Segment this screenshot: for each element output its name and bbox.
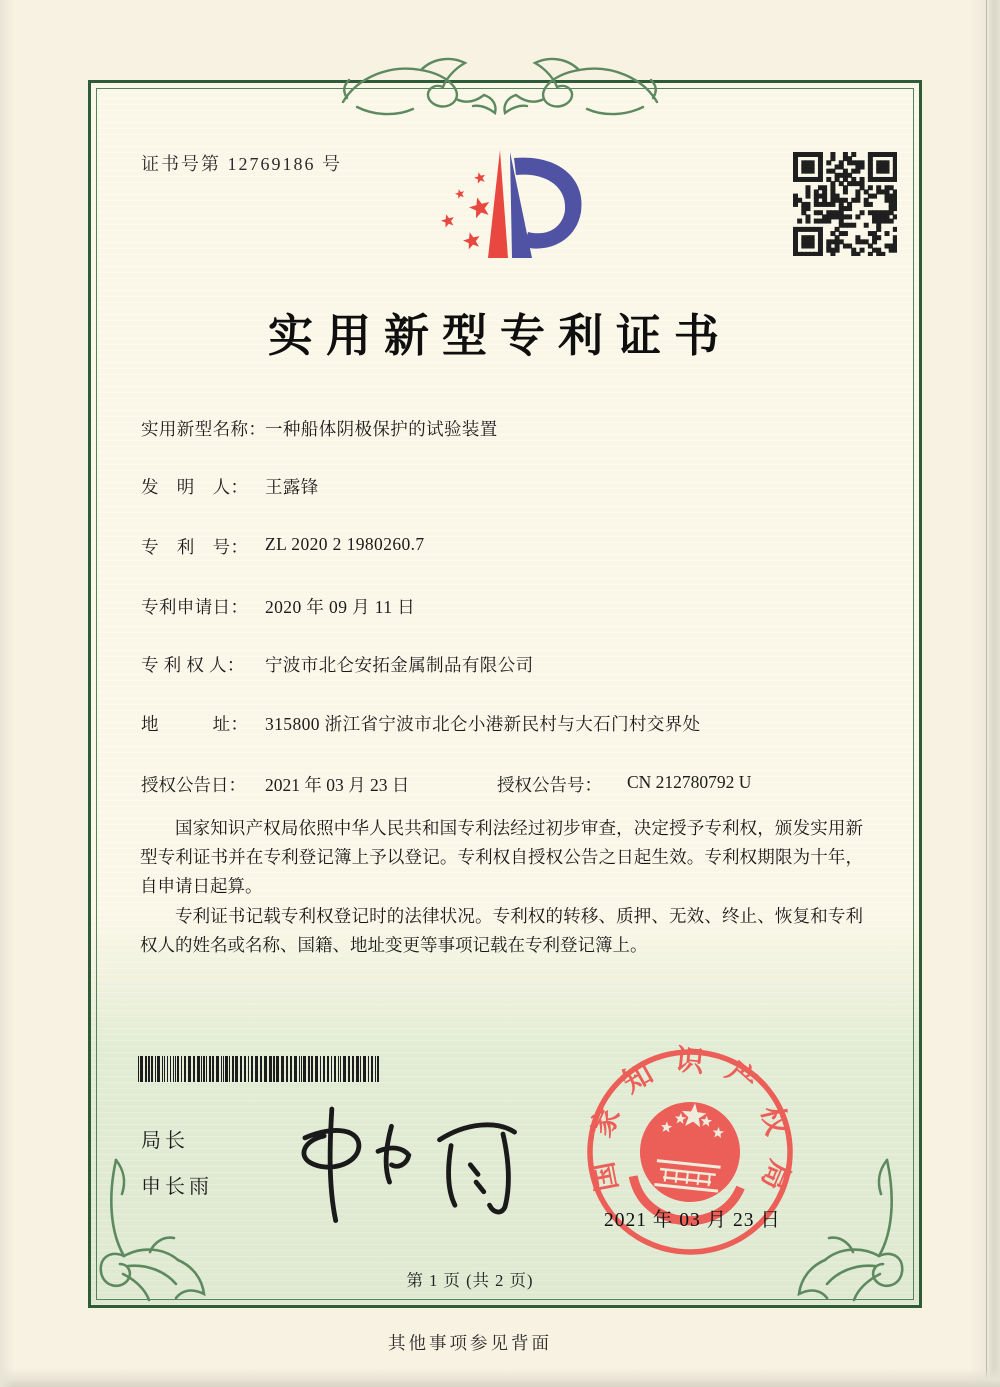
field-label: 专 利 号： [141,537,249,557]
field-value: 王露锋 [265,477,319,497]
seal-text: 国家知识产权局 [583,1044,798,1214]
certificate-number: 证书号第 12769186 号 [141,154,342,174]
cnipa-patent-logo-icon [420,128,640,293]
legal-paragraph-2: 专利证书记载专利权登记时的法律状况。专利权的转移、质押、无效、终止、恢复和专利权人的姓名或名称、国籍、地址变更等事项记载在专利登记簿上。 [140,906,863,955]
scan-edge-bottom [0,1369,1000,1387]
grant-date-label: 授权公告日： [141,775,246,795]
barcode-icon [138,1056,382,1082]
handwritten-signature-icon [278,1096,528,1224]
official-red-seal-icon [567,1029,813,1275]
field-label: 实用新型名称： [141,419,267,439]
qr-code-icon [793,152,897,256]
scan-edge-right [970,0,1000,1387]
scan-edge-left [0,0,14,1387]
certificate-title: 实用新型专利证书 [267,311,732,361]
field-label: 发 明 人： [141,477,249,497]
field-label: 专 利 权 人： [141,655,245,675]
back-side-note: 其他事项参见背面 [388,1333,552,1353]
field-label: 专利申请日： [141,597,249,617]
grant-number-label: 授权公告号： [497,775,602,795]
seal-date: 2021 年 03 月 23 日 [604,1210,781,1231]
legal-paragraph-1: 国家知识产权局依照中华人民共和国专利法经过初步审查，决定授予专利权，颁发实用新型专利证书并在专利登记簿上予以登记。专利权自授权公告之日起生效。专利权期限为十年，自申请日起算。 [140,818,863,896]
legal-text-block [140,814,863,961]
field-label: 地 址： [141,714,249,734]
field-value: 一种船体阴极保护的试验装置 [265,419,498,439]
grant-number-value: CN 212780792 U [627,772,752,792]
commissioner-title: 局长 [141,1130,189,1152]
field-value: 2020 年 09 月 11 日 [265,597,416,617]
commissioner-name: 申长雨 [141,1176,213,1198]
field-value: 315800 浙江省宁波市北仑小港新民村与大石门村交界处 [265,714,701,734]
field-value: 宁波市北仑安拓金属制品有限公司 [265,655,534,675]
field-value: ZL 2020 2 1980260.7 [265,534,425,554]
page-indicator: 第 1 页 (共 2 页) [406,1271,534,1290]
top-flourish-ornament [337,50,663,124]
grant-date-value: 2021 年 03 月 23 日 [265,775,410,795]
